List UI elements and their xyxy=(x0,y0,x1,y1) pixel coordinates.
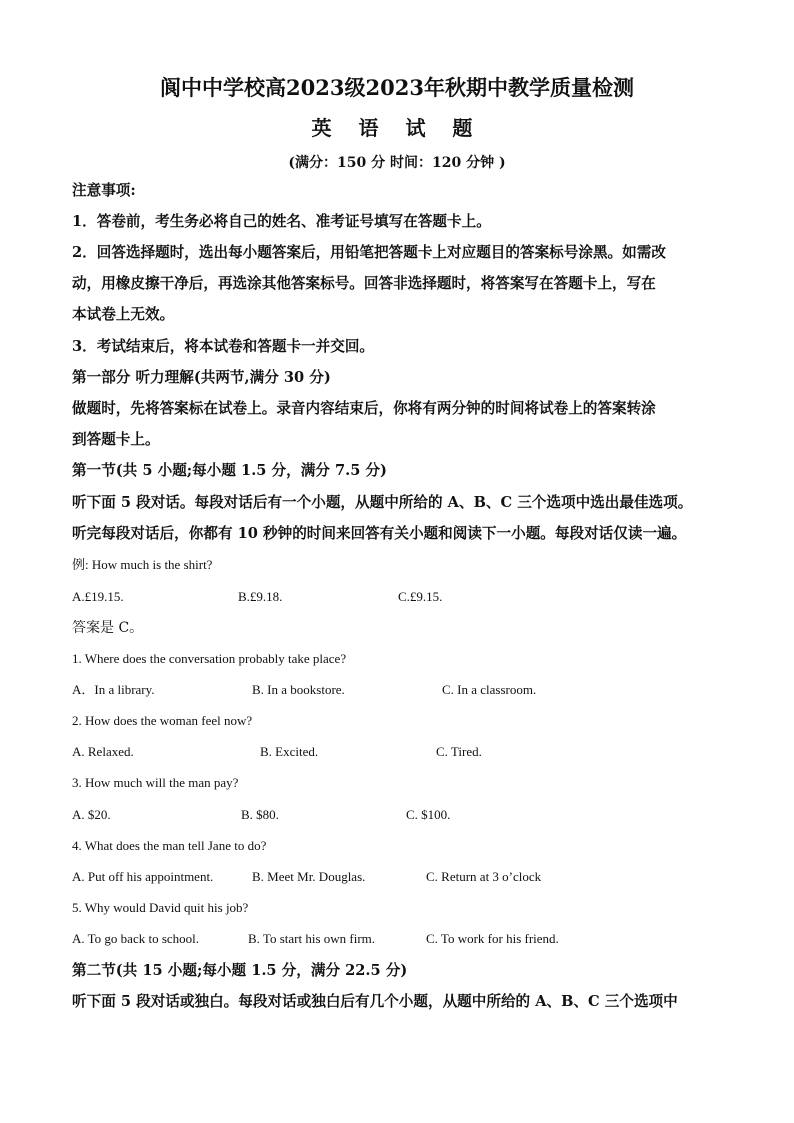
notice-heading: 注意事项: xyxy=(72,182,136,199)
section2-heading: 第二节(共 15 小题;每小题 1.5 分，满分 22.5 分) xyxy=(72,962,408,979)
question-2-option-a: A. Relaxed. xyxy=(72,744,134,759)
example-options xyxy=(72,587,722,607)
score-time-line: (满分：150 分 时间：120 分钟 ) xyxy=(288,155,506,171)
part1-instruction-line-1: 做题时，先将答案标在试卷上。录音内容结束后，你将有两分钟的时间将试卷上的答案转涂 xyxy=(72,400,656,417)
part1-instruction-line-2: 到答题卡上。 xyxy=(72,431,160,448)
question-1-option-a: A．In a library. xyxy=(72,682,155,697)
question-1-option-b: B. In a bookstore. xyxy=(252,682,345,697)
question-4-option-c: C. Return at 3 o’clock xyxy=(426,869,542,884)
question-2: 2. How does the woman feel now? xyxy=(72,713,253,728)
example-option-b: B.£9.18. xyxy=(238,589,283,604)
question-1: 1. Where does the conversation probably take place? xyxy=(72,651,347,666)
example-option-a: A.£19.15. xyxy=(72,589,124,604)
section1-instruction-line-2: 听完每段对话后，你都有 10 秒钟的时间来回答有关小题和阅读下一小题。每段对话仅读一遍。 xyxy=(72,525,687,542)
example-option-c: C.£9.15. xyxy=(398,589,443,604)
question-2-option-b: B. Excited. xyxy=(260,744,319,759)
question-1-options xyxy=(72,680,722,700)
notice-item-3: 3．考试结束后，将本试卷和答题卡一并交回。 xyxy=(72,338,375,355)
example-answer: 答案是 C。 xyxy=(72,620,144,636)
exam-title: 阆中中学校高2023级2023年秋期中教学质量检测 xyxy=(160,75,634,100)
question-3-option-c: C. $100. xyxy=(406,807,451,822)
question-3: 3. How much will the man pay? xyxy=(72,775,239,790)
question-4: 4. What does the man tell Jane to do? xyxy=(72,838,267,853)
question-3-option-b: B. $80. xyxy=(241,807,279,822)
question-5: 5. Why would David quit his job? xyxy=(72,900,249,915)
question-4-option-b: B. Meet Mr. Douglas. xyxy=(252,869,366,884)
example-question: 例: How much is the shirt? xyxy=(72,557,213,572)
question-5-option-c: C. To work for his friend. xyxy=(426,931,559,946)
question-3-options xyxy=(72,805,722,825)
part1-heading: 第一部分 听力理解(共两节,满分 30 分) xyxy=(72,369,331,386)
question-4-option-a: A. Put off his appointment. xyxy=(72,869,214,884)
question-2-options xyxy=(72,742,722,762)
question-4-options xyxy=(72,867,722,887)
notice-item-1: 1．答卷前，考生务必将自己的姓名、准考证号填写在答题卡上。 xyxy=(72,213,491,230)
question-5-option-b: B. To start his own firm. xyxy=(248,931,376,946)
notice-item-2-line-1: 2．回答选择题时，选出每小题答案后，用铅笔把答题卡上对应题目的答案标号涂黑。如需改 xyxy=(72,244,666,261)
question-2-option-c: C. Tired. xyxy=(436,744,482,759)
section1-instruction-line-1: 听下面 5 段对话。每段对话后有一个小题，从题中所给的 A、B、C 三个选项中选出最佳选项。 xyxy=(72,494,693,511)
notice-item-2-line-2: 动，用橡皮擦干净后，再选涂其他答案标号。回答非选择题时，将答案写在答题卡上，写在 xyxy=(72,275,656,292)
question-5-options xyxy=(72,929,722,949)
section1-heading: 第一节(共 5 小题;每小题 1.5 分，满分 7.5 分) xyxy=(72,462,387,479)
question-5-option-a: A. To go back to school. xyxy=(72,931,200,946)
section2-instruction-line-1: 听下面 5 段对话或独白。每段对话或独白后有几个小题，从题中所给的 A、B、C 三个选项中 xyxy=(72,993,678,1010)
question-3-option-a: A. $20. xyxy=(72,807,111,822)
notice-item-2-line-3: 本试卷上无效。 xyxy=(72,306,175,323)
question-1-option-c: C. In a classroom. xyxy=(442,682,537,697)
subject-title: 英 语 试 题 xyxy=(311,116,483,140)
